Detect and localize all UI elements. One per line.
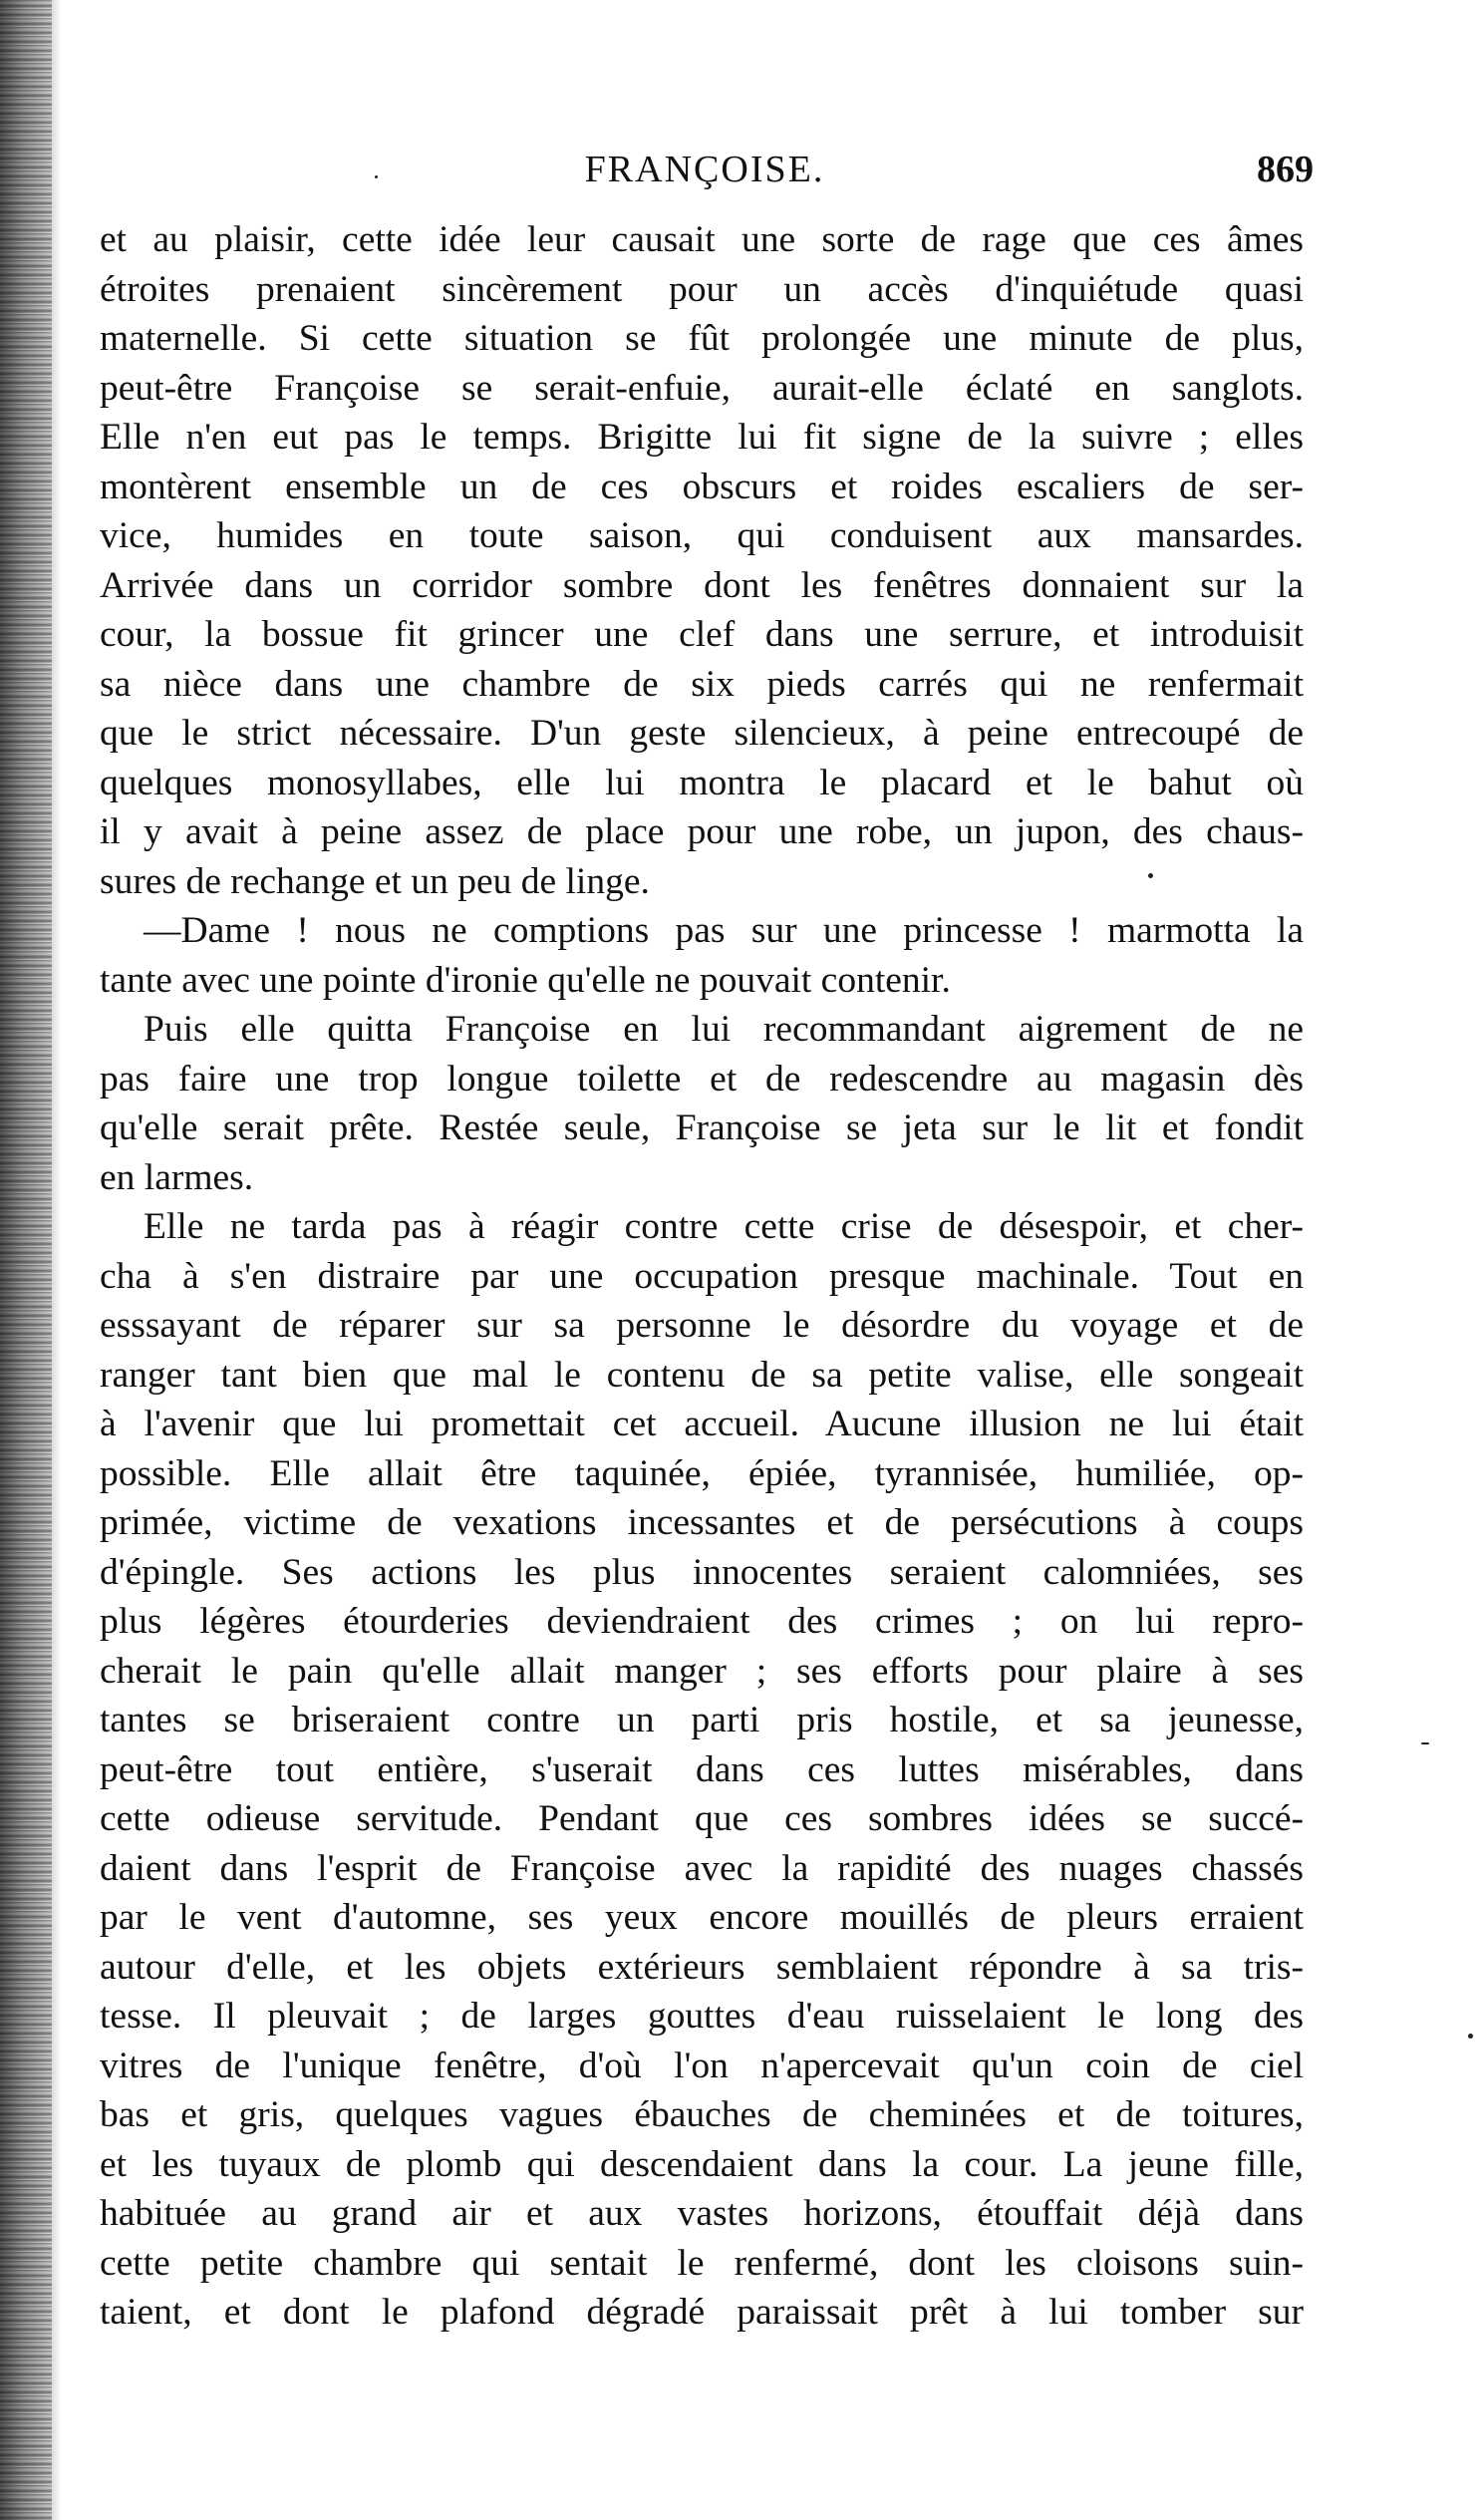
scan-speck	[1421, 1742, 1429, 1744]
text-line: par le vent d'automne, ses yeux encore mouillés de pleurs erraient	[100, 1897, 1304, 1938]
text-line: tante avec une pointe d'ironie qu'elle ne pouvait contenir.	[100, 959, 951, 1001]
text-line: cette petite chambre qui sentait le renfermé, dont les cloisons suin-	[100, 2242, 1304, 2284]
scan-speck	[1148, 873, 1153, 878]
page-header	[96, 148, 1314, 203]
text-line: bas et gris, quelques vagues ébauches de cheminées et de toitures,	[100, 2094, 1304, 2135]
text-line: tesse. Il pleuvait ; de larges gouttes d'eau ruisselaient le long des	[100, 1996, 1304, 2037]
text-line: d'épingle. Ses actions les plus innocentes seraient calomniées, ses	[100, 1551, 1304, 1593]
text-line: esssayant de réparer sur sa personne le désordre du voyage et de	[100, 1305, 1304, 1346]
text-line: cha à s'en distraire par une occupation presque machinale. Tout en	[100, 1255, 1304, 1297]
text-line: primée, victime de vexations incessantes et de persécutions à coups	[100, 1502, 1304, 1543]
text-line: sures de rechange et un peu de linge.	[100, 860, 650, 902]
text-line: habituée au grand air et aux vastes horizons, étouffait déjà dans	[100, 2193, 1304, 2234]
text-line: tantes se briseraient contre un parti pris hostile, et sa jeunesse,	[100, 1700, 1304, 1740]
text-line: plus légères étourderies deviendraient des crimes ; on lui repro-	[100, 1601, 1304, 1642]
binding-shadow	[0, 0, 52, 2520]
running-title: FRANÇOISE.	[584, 149, 825, 190]
text-line: et les tuyaux de plomb qui descendaient dans la cour. La jeune fille,	[100, 2143, 1304, 2185]
text-line: qu'elle serait prête. Restée seule, Françoise se jeta sur le lit et fondit	[100, 1107, 1304, 1148]
binding-edge	[52, 0, 62, 2520]
text-line: et au plaisir, cette idée leur causait une sorte de rage que ces âmes	[100, 219, 1304, 260]
scan-speck	[375, 175, 378, 178]
text-line: pas faire une trop longue toilette et de redescendre au magasin dès	[100, 1058, 1304, 1100]
text-line: cour, la bossue fit grincer une clef dans une serrure, et introduisit	[100, 614, 1304, 655]
text-line: sa nièce dans une chambre de six pieds carrés qui ne renfermait	[100, 663, 1304, 705]
text-line: —Dame ! nous ne comptions pas sur une princesse ! marmotta la	[144, 910, 1304, 951]
text-line: daient dans l'esprit de Françoise avec la rapidité des nuages chassés	[100, 1847, 1304, 1889]
text-line: à l'avenir que lui promettait cet accueil. Aucune illusion ne lui était	[100, 1404, 1304, 1444]
text-line: possible. Elle allait être taquinée, épiée, tyrannisée, humiliée, op-	[100, 1452, 1304, 1494]
text-line: Arrivée dans un corridor sombre dont les fenêtres donnaient sur la	[100, 564, 1304, 606]
text-line: Elle ne tarda pas à réagir contre cette crise de désespoir, et cher-	[144, 1206, 1304, 1247]
body-text	[100, 215, 1304, 2338]
text-line: vitres de l'unique fenêtre, d'où l'on n'apercevait qu'un coin de ciel	[100, 2045, 1304, 2086]
text-line: maternelle. Si cette situation se fût prolongée une minute de plus,	[100, 318, 1304, 359]
text-line: peut-être tout entière, s'userait dans ces luttes misérables, dans	[100, 1748, 1304, 1790]
text-line: Elle n'en eut pas le temps. Brigitte lui fit signe de la suivre ; elles	[100, 417, 1304, 458]
text-line: autour d'elle, et les objets extérieurs semblaient répondre à sa tris-	[100, 1946, 1304, 1988]
page-number: 869	[1257, 149, 1314, 190]
text-line: cherait le pain qu'elle allait manger ; ses efforts pour plaire à ses	[100, 1650, 1304, 1692]
text-line: ranger tant bien que mal le contenu de sa petite valise, elle songeait	[100, 1354, 1304, 1396]
text-line: étroites prenaient sincèrement pour un accès d'inquiétude quasi	[100, 268, 1304, 310]
text-line: il y avait à peine assez de place pour une robe, un jupon, des chaus-	[100, 811, 1304, 852]
text-line: Puis elle quitta Françoise en lui recommandant aigrement de ne	[144, 1009, 1304, 1050]
text-line: cette odieuse servitude. Pendant que ces sombres idées se succé-	[100, 1798, 1304, 1839]
text-line: quelques monosyllabes, elle lui montra le placard et le bahut où	[100, 762, 1304, 803]
text-line: que le strict nécessaire. D'un geste silencieux, à peine entrecoupé de	[100, 713, 1304, 754]
text-line: vice, humides en toute saison, qui conduisent aux mansardes.	[100, 515, 1304, 556]
text-line: montèrent ensemble un de ces obscurs et roides escaliers de ser-	[100, 466, 1304, 507]
text-line: taient, et dont le plafond dégradé paraissait prêt à lui tomber sur	[100, 2292, 1304, 2333]
text-line: en larmes.	[100, 1156, 254, 1198]
text-line: peut-être Françoise se serait-enfuie, aurait-elle éclaté en sanglots.	[100, 367, 1304, 409]
scan-speck	[1468, 2034, 1473, 2039]
